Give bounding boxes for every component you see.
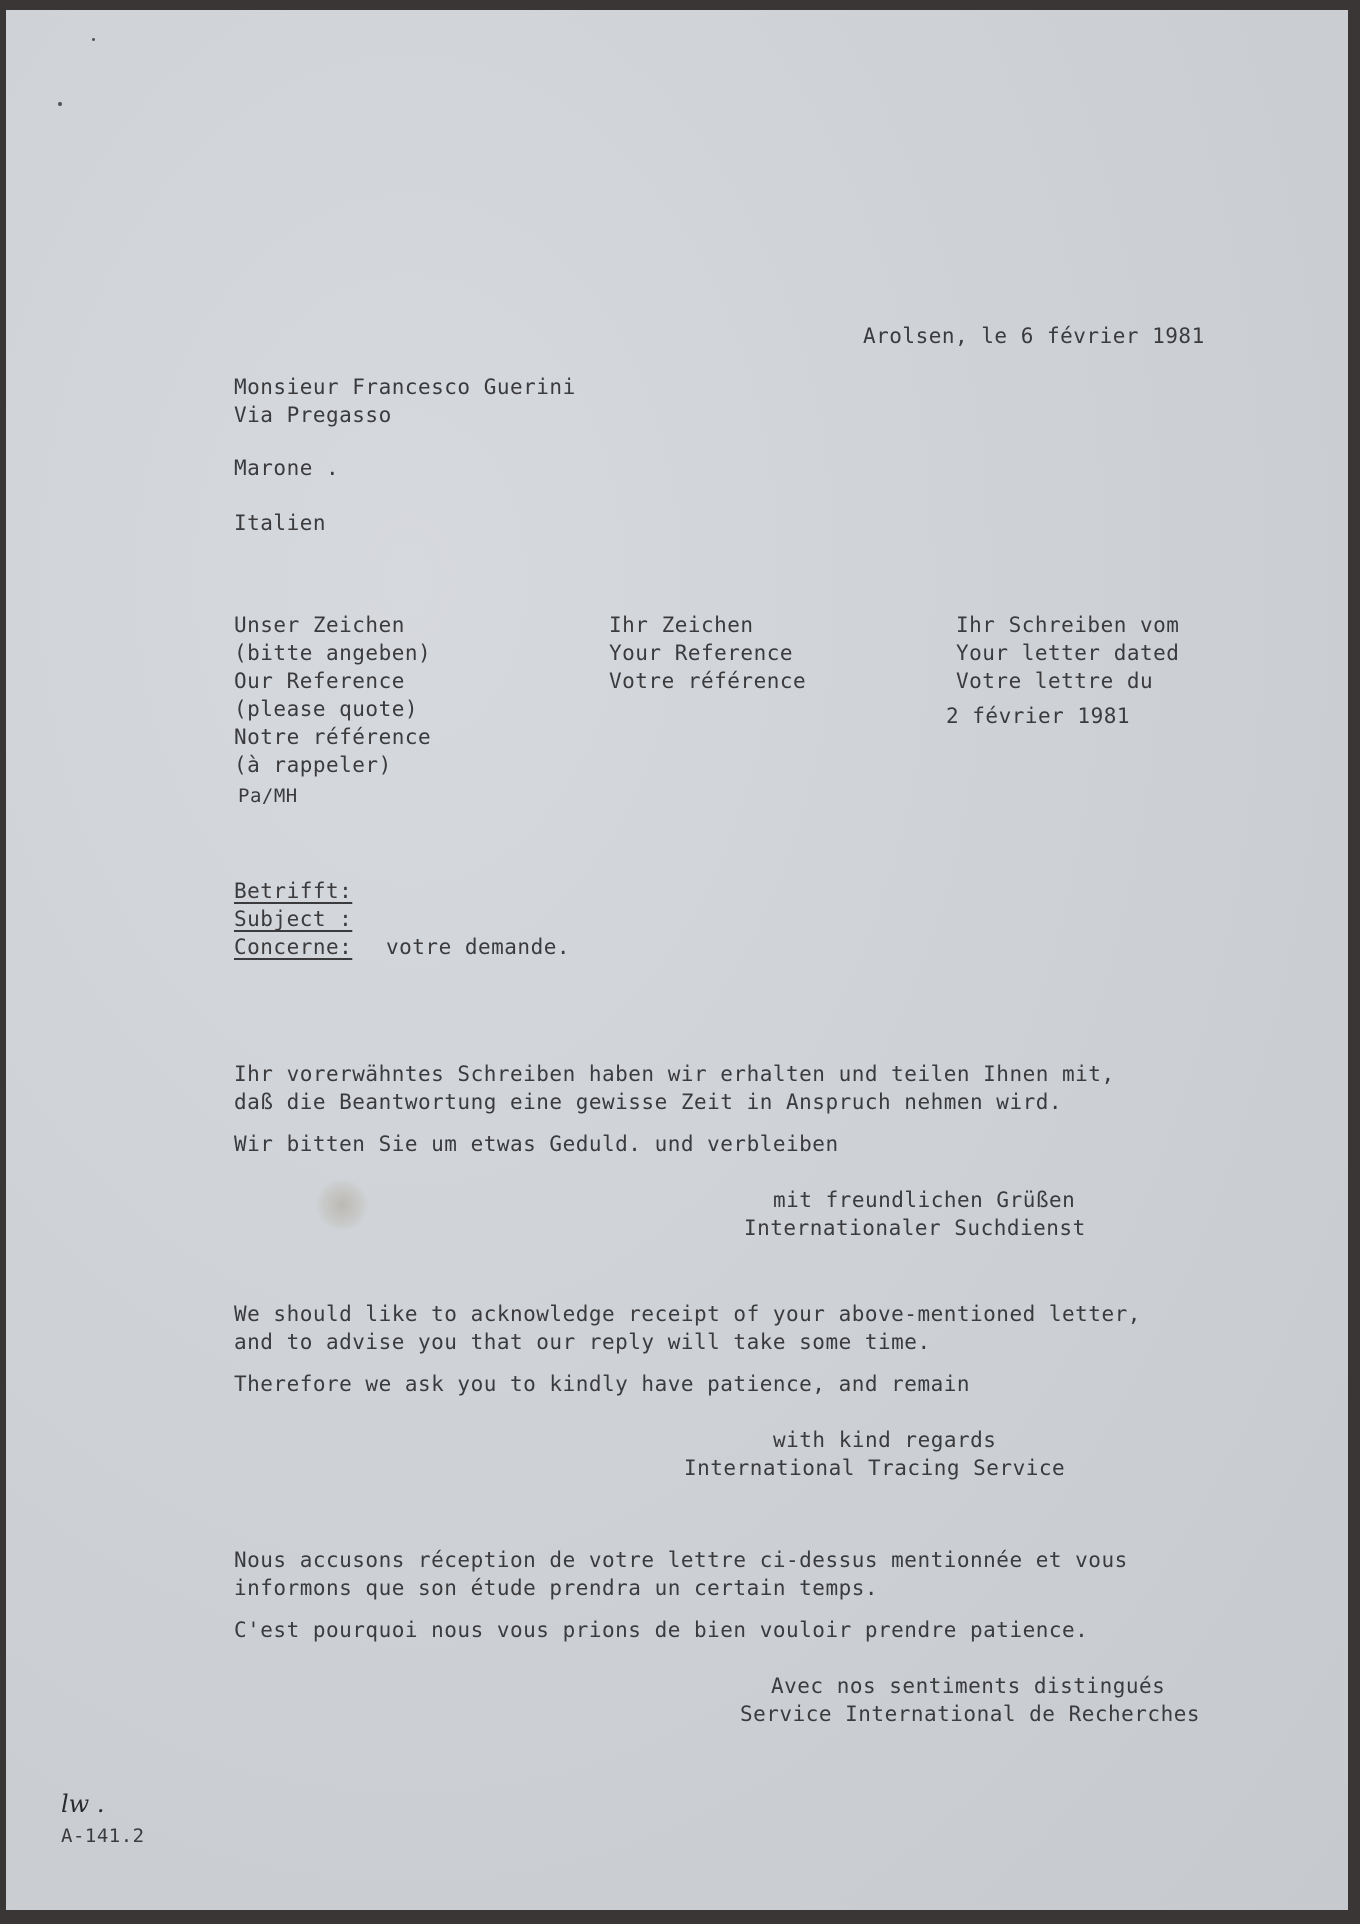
- french-sender: Service International de Recherches: [740, 1702, 1201, 1726]
- english-request: Therefore we ask you to kindly have patience, and remain: [234, 1372, 971, 1396]
- our-reference-value: Pa/MH: [238, 785, 298, 807]
- german-paragraph-line: Ihr vorerwähntes Schreiben haben wir erhalten und teilen Ihnen mit,: [234, 1062, 1115, 1086]
- our-reference-label: (please quote): [234, 697, 419, 721]
- subject-label-fr: Concerne:: [234, 935, 353, 959]
- german-sender: Internationaler Suchdienst: [744, 1216, 1086, 1240]
- english-paragraph-line: and to advise you that our reply will take some time.: [234, 1330, 931, 1354]
- german-request: Wir bitten Sie um etwas Geduld. und verbleiben: [234, 1132, 839, 1156]
- our-reference-label: Notre référence: [234, 725, 432, 749]
- subject-label-de: Betrifft:: [234, 879, 353, 903]
- subject-label-en: Subject :: [234, 907, 353, 931]
- date-line: Arolsen, le 6 février 1981: [863, 324, 1205, 348]
- your-letter-label: Your letter dated: [956, 641, 1180, 665]
- recipient-town: Marone .: [234, 456, 340, 480]
- our-reference-label: (bitte angeben): [234, 641, 432, 665]
- german-closing: mit freundlichen Grüßen: [773, 1188, 1076, 1212]
- french-paragraph-line: informons que son étude prendra un certain temps.: [234, 1576, 879, 1600]
- english-sender: International Tracing Service: [684, 1456, 1066, 1480]
- your-reference-label: Votre référence: [609, 669, 807, 693]
- subject-text: votre demande.: [386, 935, 571, 959]
- stain: [316, 1180, 368, 1230]
- german-paragraph-line: daß die Beantwortung eine gewisse Zeit in Anspruch nehmen wird.: [234, 1090, 1063, 1114]
- french-closing: Avec nos sentiments distingués: [771, 1674, 1166, 1698]
- handwritten-initials: lw .: [61, 1790, 105, 1818]
- english-paragraph-line: We should like to acknowledge receipt of your above-mentioned letter,: [234, 1302, 1141, 1326]
- our-reference-label: (à rappeler): [234, 753, 392, 777]
- your-letter-label: Votre lettre du: [956, 669, 1154, 693]
- your-reference-label: Ihr Zeichen: [609, 613, 754, 637]
- french-paragraph-line: Nous accusons réception de votre lettre ci-dessus mentionnée et vous: [234, 1548, 1128, 1572]
- our-reference-label: Unser Zeichen: [234, 613, 405, 637]
- recipient-street: Via Pregasso: [234, 403, 392, 427]
- speck: [58, 102, 62, 106]
- english-closing: with kind regards: [773, 1428, 997, 1452]
- french-request: C'est pourquoi nous vous prions de bien vouloir prendre patience.: [234, 1618, 1089, 1642]
- our-reference-label: Our Reference: [234, 669, 405, 693]
- speck: [92, 38, 95, 41]
- your-letter-label: Ihr Schreiben vom: [956, 613, 1180, 637]
- recipient-name: Monsieur Francesco Guerini: [234, 375, 576, 399]
- file-code: A-141.2: [61, 1825, 145, 1847]
- recipient-country: Italien: [234, 511, 327, 535]
- your-letter-date: 2 février 1981: [946, 704, 1131, 728]
- letter-page: [6, 10, 1348, 1910]
- your-reference-label: Your Reference: [609, 641, 794, 665]
